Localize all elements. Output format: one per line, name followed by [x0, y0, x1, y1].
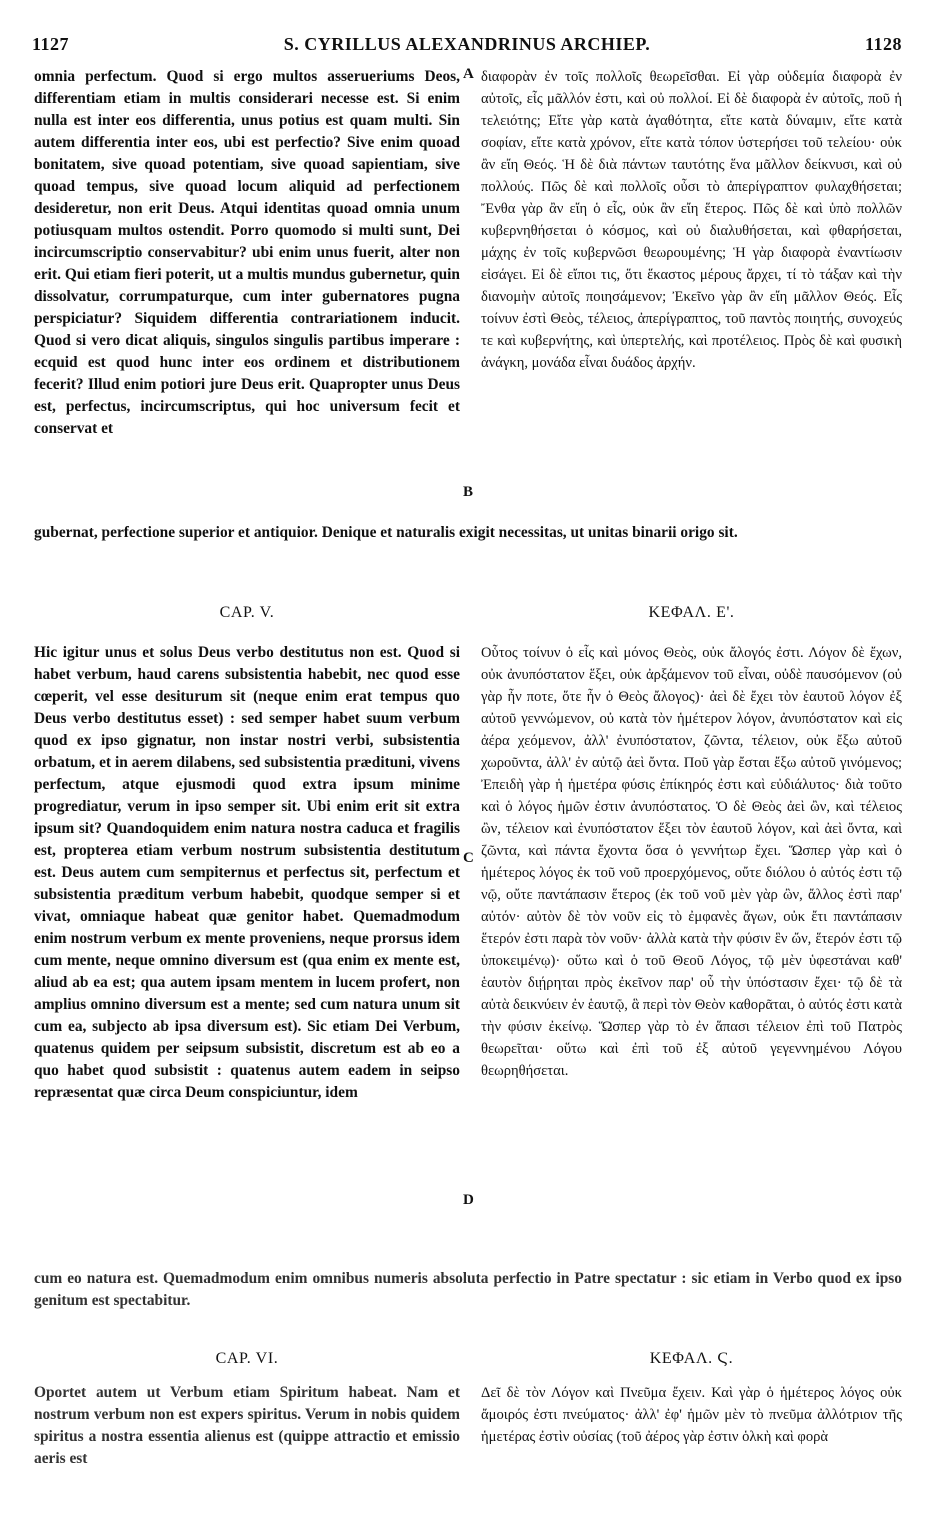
greek-chapter-heading-6: ΚΕΦΑΛ. Ϛ. — [649, 1350, 734, 1367]
latin-chapter-heading-5: CAP. V. — [219, 604, 275, 621]
greek-chapter-heading-5: ΚΕΦΑΛ. Ε'. — [648, 604, 735, 621]
margin-letter-a: A — [463, 66, 474, 82]
margin-letter-d: D — [463, 1192, 474, 1208]
greek-column-part1: διαφορὰν ἐν τοῖς πολλοῖς θεωρεῖσθαι. Εἰ γὰρ οὐδεμία διαφορὰ ἐν αὐτοῖς, εἷς μᾶλλόν ἐστι, καὶ οὐ πολλοί. Εἰ δὲ διαφορὰ ἐν αὐτοῖς, ποῦ ἡ τελειότης; Εἴτε γὰρ κατὰ ἀγαθότητα, εἴτε κατὰ δύναμιν, εἴτε κατὰ σοφίαν, εἴτε κατὰ χρόνον, εἴτε κατὰ τόπον ὑστερήσει τοῦ τελείου· οὐκ ἂν εἴη Θεός. Ἡ δὲ διὰ πάντων ταυτότης ἕνα μᾶλλον δείκνυσι, καὶ οὐ πολλούς. Πῶς δὲ καὶ πολλοῖς οὖσι τὸ ἀπερίγραπτον φυλαχθήσεται; Ἔνθα γὰρ ἂν εἴη ὁ εἷς, οὐκ ἂν εἴη ἕτερος. Πῶς δὲ καὶ ὑπὸ πολλῶν κυβερνηθήσεται ὁ κόσμος, καὶ οὐ διαλυθήσεται, καὶ φθαρήσεται, μάχης ἐν τοῖς κυβερνῶσι θεωρουμένης; Ἡ γὰρ διαφορὰ ἐναντίωσιν εἰσάγει. Εἰ δὲ εἴποι τις, ὅτι ἕκαστος μέρους ἄρχει, τί τὸ τάξαν καὶ τὴν διανομὴν αὐτοῖς ποιησάμενον; Ἐκεῖνο γὰρ ἂν εἴη μᾶλλον Θεός. Εἷς τοίνυν ἐστὶ Θεὸς, τέλειος, ἀπερίγραπτος, τοῦ παντὸς ποιητής, συνοχεύς τε καὶ κυβερνήτης, καὶ ὑπερτελής, καὶ προτέλειος. Πρὸς δὲ καὶ φυσικὴ ἀνάγκη, μονάδα εἶναι δυάδος ἀρχήν. — [481, 69, 902, 371]
latin-column-part1: omnia perfectum. Quod si ergo multos asserueriums Deos, differentiam etiam in multis considerari necesse est. Si enim nulla est inter eos differentia, unus potius est quam multi. Sin autem differentia inter eos, ubi est perfectio? Sive enim quoad bonitatem, sive quoad potentiam, sive quoad sapientiam, sive quoad tempus, sive quoad locum aliquid ad perfectionem desideretur, non erit Deus. Atqui identitas quoad omnia unum potiusquam multos ostendit. Porro quomodo si multi sunt, Dei incircumscriptio conservabitur? ubi enim unus fuerit, alter non erit. Qui etiam fieri poterit, ut a multis mundus gubernetur, quin dissolvatur, corrumpaturque, cum inter gubernatores pugna perspiciatur? Siquidem differentia contrariationem inducit. Quod si vero dicat aliquis, singulos singulis partibus imperare : ecquid est quod hunc inter eos ordinem et distributionem fecerit? Illud enim potiori jure Deus erit. Quapropter unus Deus est, perfectus, incircumscriptus, qui hoc universum fecit et conservat et — [34, 68, 460, 437]
page-header — [32, 34, 902, 60]
margin-letter-c: C — [463, 850, 474, 866]
latin-column-cap5: Hic igitur unus et solus Deus verbo destitutus non est. Quod si habet verbum, haud carens subsistentia habebit, nec quod esse cœperit, vel esse desiturum sit (neque enim erat tempus quo Deus verbo destitutus esset) : sed semper habet suum verbum quod ex ipso gignatur, non instar nostri verbi, subsistentia orbatum, et in aerem dilabens, sed subsistentia prædituni, vivens perfectum, atque ejusmodi quod extra ipsum minime progrediatur, verum in ipso semper sit. Ubi enim erit sit extra ipsum sit? Quandoquidem enim natura nostra caduca et fragilis est, propterea etiam verbum nostrum subsistentia destitutum est. Deus autem cum sempiternus et perfectus sit, perfectum et subsistentia præditum verbum habebit, quodque semper si et vivat, omniaque habeat quæ genitor habet. Quemadmodum enim nostrum verbum ex mente proveniens, neque prorsus idem cum mente, neque omnino diversum est (qua enim ex mente est, aliud ab ea est; qua autem ipsam mentem in lucem profert, non amplius omnino diversum est a mente; sed cum natura unum sit cum ea, subjecto ab ipsa diversum est). Sic etiam Dei Verbum, quatenus quidem per seipsum subsistit, discretum est ab eo a quo habet quod subsistit : quatenus autem eadem in seipso repræsentat quæ circa Deum conspiciuntur, idem — [34, 644, 460, 1101]
latin-chapter-heading-6: CAP. VI. — [215, 1350, 279, 1367]
margin-letter-b: B — [463, 484, 474, 500]
spanning-text-part1: gubernat, perfectione superior et antiquior. Denique et naturalis exigit necessitas, ut unitas binarii origo sit. — [34, 524, 738, 541]
page-number-left: 1127 — [32, 34, 70, 54]
page-number-right: 1128 — [864, 34, 902, 54]
running-head: S. CYRILLUS ALEXANDRINUS ARCHIEP. — [283, 34, 651, 54]
latin-column-cap6: Oportet autem ut Verbum etiam Spiritum habeat. Nam et nostrum verbum non est expers spiritus. Verum in nobis quidem spiritus a nostra essentia alienus est (quippe attractio et emissio aeris est — [34, 1384, 460, 1467]
greek-column-cap6: Δεῖ δὲ τὸν Λόγον καὶ Πνεῦμα ἔχειν. Καὶ γὰρ ὁ ἡμέτερος λόγος οὐκ ἄμοιρός ἐστι πνεύματος· ἀλλ' ἐφ' ἡμῶν μὲν τὸ πνεῦμα ἀλλότριον τῆς ἡμετέρας ἐστὶν οὐσίας (τοῦ ἀέρος γὰρ ἐστιν ὁλκὴ καὶ φορὰ — [481, 1385, 902, 1445]
greek-column-cap5: Οὗτος τοίνυν ὁ εἷς καὶ μόνος Θεὸς, οὐκ ἄλογός ἐστι. Λόγον δὲ ἔχων, οὐκ ἀνυπόστατον ἕξει, οὐκ ἀρξάμενον τοῦ εἶναι, οὐδὲ παυσόμενον (οὐ γὰρ ἦν ποτε, ὅτε ἦν ὁ Θεὸς ἄλογος)· ἀεὶ δὲ ἔχει τὸν ἑαυτοῦ λόγον ἐξ αὐτοῦ γεννώμενον, οὐ κατὰ τὸν ἡμέτερον λόγον, ἀνυπόστατον καὶ εἰς ἀέρα χεόμενον, ἀλλ' ἐνυπόστατον, ζῶντα, τέλειον, οὐκ ἔξω αὐτοῦ χωροῦντα, ἀλλ' ἐν αὐτῷ ἀεὶ ὄντα. Ποῦ γὰρ ἔσται ἔξω αὐτοῦ γινόμενος; Ἐπειδὴ γὰρ ἡ ἡμετέρα φύσις ἐπίκηρός ἐστι καὶ εὐδιάλυτος· διὰ τοῦτο καὶ ὁ λόγος ἡμῶν ἐστιν ἀνυπόστατος. Ὁ δὲ Θεὸς ἀεὶ ὢν, καὶ τέλειος ὢν, τέλειον καὶ ἐνυπόστατον ἕξει τὸν ἑαυτοῦ λόγον, καὶ ἀεὶ ὄντα, καὶ ζῶντα, καὶ πάντα ἔχοντα ὅσα ὁ γεννήτωρ ἔχει. Ὥσπερ γὰρ καὶ ὁ ἡμέτερος λόγος ἐκ τοῦ νοῦ προερχόμενος, οὔτε διόλου ὁ αὐτός ἐστι τῷ νῷ, οὔτε παντάπασιν ἕτερος (ἐκ τοῦ νοῦ μὲν γὰρ ὢν, ἄλλος ἐστὶ παρ' αὐτόν· αὐτὸν δὲ τὸν νοῦν εἰς τὸ ἐμφανὲς ἄγων, οὐκ ἔτι παντάπασιν ἕτερόν ἐστι παρὰ τὸν νοῦν· ἀλλὰ κατὰ τὴν φύσιν ἓν ὤν, ἕτερόν ἐστι τῷ ὑποκειμένῳ)· οὕτω καὶ ὁ τοῦ Θεοῦ Λόγος, τῷ μὲν ὑφεστάναι καθ' ἑαυτὸν διῄρηται πρὸς ἐκεῖνον παρ' οὗ τὴν ὑπόστασιν ἔχει· τῷ δὲ τὰ αὐτὰ δεικνύειν ἐν ἑαυτῷ, ἃ περὶ τὸν Θεὸν καθορᾶται, ὁ αὐτός ἐστι κατὰ τὴν φύσιν ἐκείνῳ. Ὥσπερ γὰρ τὸ ἐν ἅπασι τέλειον ἐπὶ τοῦ Πατρὸς θεωρεῖται· οὕτω καὶ ἐπὶ τοῦ ἐξ αὐτοῦ γεγεννημένου Λόγου θεωρηθήσεται. — [481, 645, 902, 1079]
spanning-text-cap5: cum eo natura est. Quemadmodum enim omnibus numeris absoluta perfectio in Patre spectatur : sic etiam in Verbo quod ex ipso genitum est spectabitur. — [34, 1270, 902, 1309]
